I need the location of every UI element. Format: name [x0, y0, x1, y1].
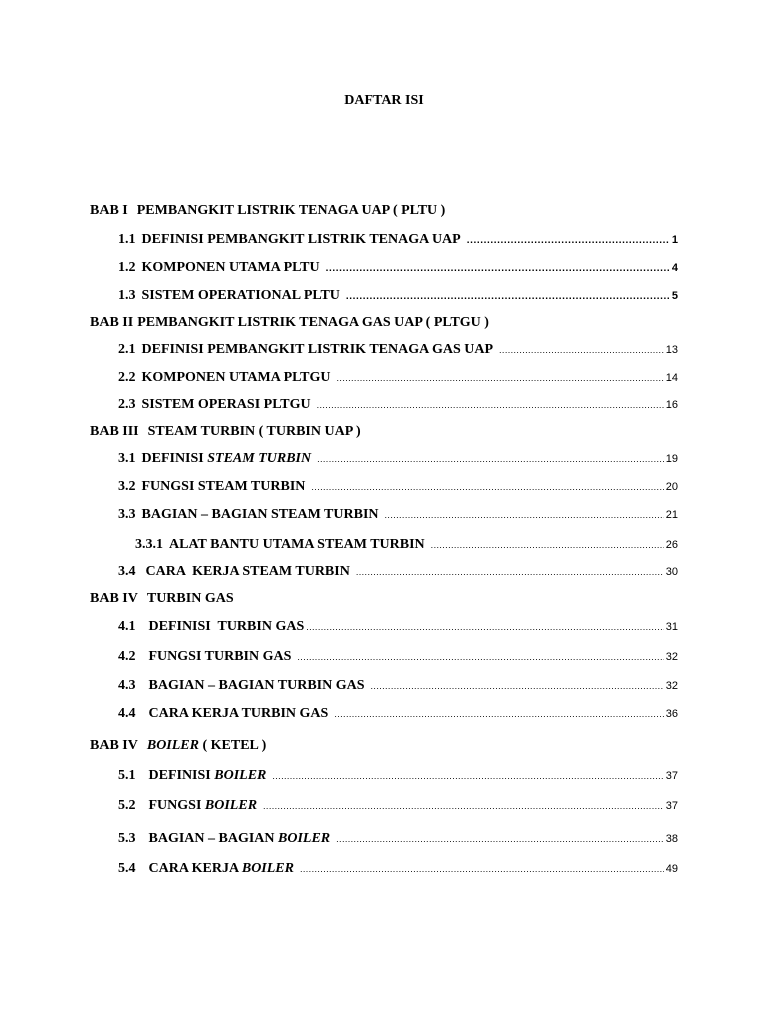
dot-leader	[499, 345, 664, 355]
dot-leader	[272, 771, 663, 781]
page-number: 20	[665, 481, 678, 493]
entry-title-italic: BOILER	[214, 768, 267, 783]
toc-entry	[118, 831, 678, 847]
entry-number: 5.1	[118, 768, 136, 783]
chapter-title: PEMBANGKIT LISTRIK TENAGA GAS UAP ( PLTGU )	[137, 315, 489, 330]
dot-leader	[346, 291, 670, 302]
toc-entry	[118, 507, 678, 523]
page-number: 4	[671, 262, 678, 274]
page-number: 13	[665, 344, 678, 356]
toc-entry	[118, 678, 678, 694]
entry-number: 3.3.1	[135, 537, 163, 552]
page-number: 16	[665, 399, 678, 411]
dot-leader	[317, 400, 664, 410]
entry-title	[149, 831, 331, 847]
entry-title: CARA KERJA TURBIN GAS	[148, 706, 329, 721]
dot-leader	[337, 373, 664, 383]
toc-entry	[118, 232, 678, 248]
entry-number: 5.2	[118, 798, 136, 813]
entry-title-italic: STEAM TURBIN	[207, 451, 312, 466]
page-number: 21	[665, 509, 678, 521]
dot-leader	[371, 681, 664, 691]
entry-title-italic: BOILER	[204, 798, 258, 813]
entry-title: CARA KERJA STEAM TURBIN	[145, 564, 350, 579]
dot-leader	[311, 482, 663, 492]
dot-leader	[300, 864, 664, 874]
chapter-number: BAB IV	[90, 738, 138, 753]
dot-leader	[306, 622, 664, 632]
page-number: 26	[665, 539, 678, 551]
entry-title	[149, 861, 294, 877]
entry-number: 4.4	[118, 706, 136, 721]
toc-entry	[118, 479, 678, 495]
dot-leader	[263, 801, 664, 811]
dot-leader	[467, 235, 670, 246]
toc-entry	[135, 537, 678, 553]
dot-leader	[297, 652, 663, 662]
page-number: 37	[665, 800, 678, 812]
page-number: 38	[665, 833, 678, 845]
toc-chapter	[90, 738, 266, 754]
page-number: 30	[665, 566, 678, 578]
chapter-number: BAB I	[90, 203, 128, 218]
toc-entry	[118, 451, 678, 467]
entry-title: KOMPONEN UTAMA PLTGU	[141, 370, 331, 385]
entry-number: 3.1	[118, 451, 136, 466]
entry-title	[142, 451, 312, 467]
entry-title-plain: CARA KERJA	[148, 861, 239, 876]
page-number: 19	[665, 453, 678, 465]
toc-entry	[118, 397, 678, 413]
toc-entry	[118, 706, 678, 722]
entry-title: BAGIAN – BAGIAN STEAM TURBIN	[141, 507, 379, 522]
page-number: 31	[665, 621, 678, 633]
toc-chapter	[90, 424, 361, 440]
page-number: 5	[671, 290, 678, 302]
toc-entry	[118, 564, 678, 580]
entry-title: KOMPONEN UTAMA PLTU	[141, 260, 320, 275]
page-number: 14	[665, 372, 678, 384]
page-number: 32	[665, 680, 678, 692]
entry-title: SISTEM OPERATIONAL PLTU	[141, 288, 340, 303]
chapter-number: BAB III	[90, 424, 139, 439]
page-number: 37	[665, 770, 678, 782]
entry-number: 3.4	[118, 564, 136, 579]
toc-entry	[118, 288, 678, 304]
dot-leader	[326, 263, 670, 274]
page-number: 32	[665, 651, 678, 663]
chapter-title: PEMBANGKIT LISTRIK TENAGA UAP ( PLTU )	[136, 203, 446, 218]
entry-number: 4.2	[118, 649, 136, 664]
entry-number: 5.3	[118, 831, 136, 846]
dot-leader	[317, 454, 664, 464]
entry-title-plain: DEFINISI	[148, 768, 211, 783]
entry-title: FUNGSI STEAM TURBIN	[141, 479, 306, 494]
toc-entry	[118, 798, 678, 814]
entry-title: ALAT BANTU UTAMA STEAM TURBIN	[169, 537, 425, 552]
page-number: 36	[665, 708, 678, 720]
entry-number: 4.3	[118, 678, 136, 693]
entry-title: DEFINISI TURBIN GAS	[148, 619, 305, 634]
toc-entry	[118, 260, 678, 276]
toc-entry	[118, 370, 678, 386]
entry-number: 2.1	[118, 342, 136, 357]
toc-entry	[118, 768, 678, 784]
dot-leader	[385, 510, 664, 520]
entry-title-plain: DEFINISI	[141, 451, 204, 466]
entry-number: 1.3	[118, 288, 136, 303]
entry-number: 5.4	[118, 861, 136, 876]
toc-entry	[118, 342, 678, 358]
dot-leader	[334, 709, 663, 719]
entry-title-plain: FUNGSI	[148, 798, 202, 813]
page-number: 1	[671, 234, 678, 246]
entry-title: FUNGSI TURBIN GAS	[148, 649, 292, 664]
entry-number: 2.3	[118, 397, 136, 412]
entry-title	[149, 798, 258, 814]
chapter-title: STEAM TURBIN ( TURBIN UAP )	[147, 424, 361, 439]
entry-number: 1.2	[118, 260, 136, 275]
chapter-title: TURBIN GAS	[146, 591, 234, 606]
entry-number: 3.2	[118, 479, 136, 494]
entry-number: 4.1	[118, 619, 136, 634]
entry-title: SISTEM OPERASI PLTGU	[141, 397, 311, 412]
entry-title	[149, 768, 267, 784]
dot-leader	[336, 834, 664, 844]
entry-title: DEFINISI PEMBANGKIT LISTRIK TENAGA UAP	[141, 232, 461, 247]
toc-chapter	[90, 315, 489, 331]
chapter-title-plain: ( KETEL )	[202, 738, 267, 753]
entry-title-italic: BOILER	[241, 861, 294, 876]
chapter-title	[147, 738, 266, 754]
entry-number: 3.3	[118, 507, 136, 522]
page-number: 49	[665, 863, 678, 875]
entry-number: 2.2	[118, 370, 136, 385]
toc-entry	[118, 649, 678, 665]
entry-title-italic: BOILER	[278, 831, 331, 846]
entry-title: BAGIAN – BAGIAN TURBIN GAS	[148, 678, 365, 693]
chapter-title-italic: BOILER	[146, 738, 199, 753]
chapter-number: BAB IV	[90, 591, 138, 606]
entry-title: DEFINISI PEMBANGKIT LISTRIK TENAGA GAS UAP	[141, 342, 494, 357]
dot-leader	[356, 567, 664, 577]
chapter-number: BAB II	[90, 315, 134, 330]
toc-entry	[118, 619, 678, 635]
toc-chapter	[90, 203, 445, 219]
dot-leader	[431, 540, 664, 550]
entry-number: 1.1	[118, 232, 136, 247]
toc-entry	[118, 861, 678, 877]
toc-title: DAFTAR ISI	[344, 93, 424, 108]
entry-title-plain: BAGIAN – BAGIAN	[148, 831, 275, 846]
toc-chapter	[90, 591, 234, 607]
